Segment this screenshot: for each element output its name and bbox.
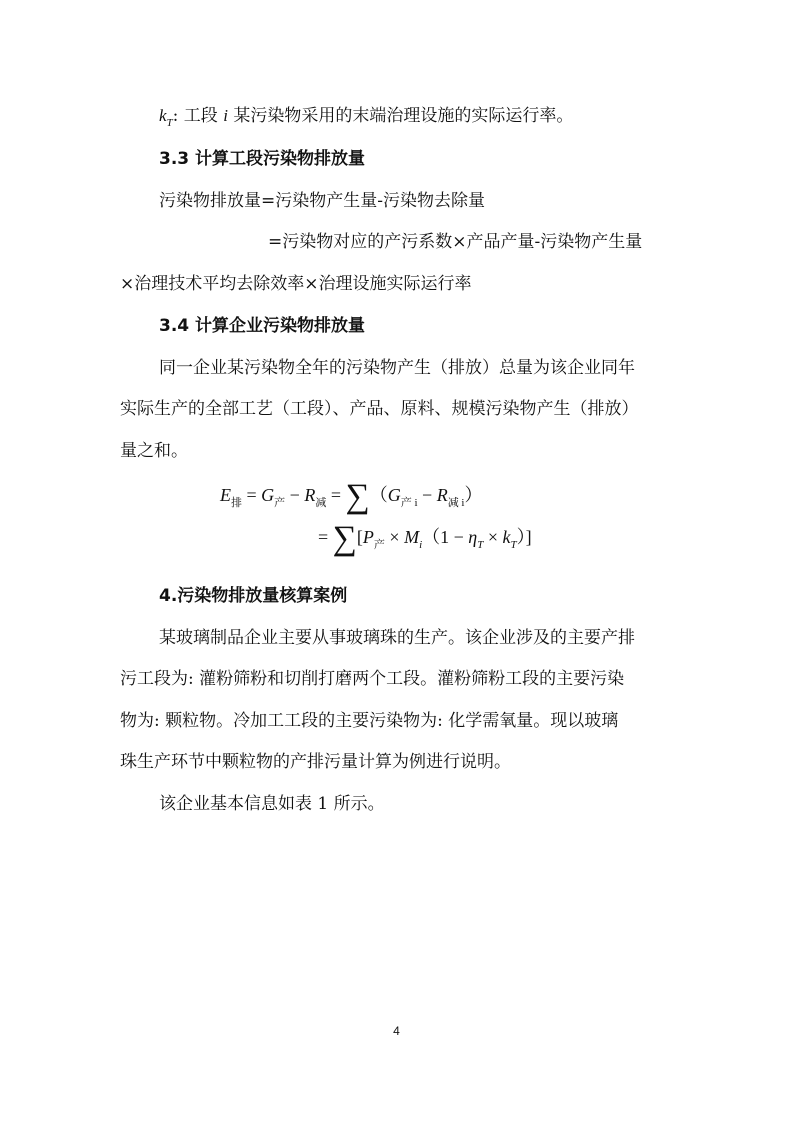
equation-1: $E_排 = G_产 - R_减 = \sum(G_{产 i} - R_{减 i})$ [220, 478, 483, 515]
paragraph-line: 同一企业某污染物全年的污染物产生（排放）总量为该企业同年 [159, 358, 635, 378]
heading-3-4: 3.4 计算企业污染物排放量 [159, 316, 366, 336]
kt-symbol: $k_T$ [159, 106, 173, 129]
formula-line-2: =污染物对应的产污系数×产品产量-污染物产生量 [268, 232, 643, 252]
case-paragraph-line: 珠生产环节中颗粒物的产排污量计算为例进行说明。 [120, 752, 511, 772]
case-paragraph-line: 物为: 颗粒物。冷加工工段的主要污染物为: 化学需氧量。现以玻璃 [120, 711, 619, 731]
formula-line-3: ×治理技术平均去除效率×治理设施实际运行率 [120, 274, 472, 294]
page-number: 4 [393, 1024, 400, 1038]
case-paragraph-line: 该企业基本信息如表 1 所示。 [159, 794, 385, 814]
kt-definition: $k_T$: 工段 i 某污染物采用的末端治理设施的实际运行率。 [159, 106, 574, 129]
case-paragraph-line: 某玻璃制品企业主要从事玻璃珠的生产。该企业涉及的主要产排 [159, 628, 635, 648]
sum-symbol: ∑ [332, 520, 357, 557]
formula-line-1: 污染物排放量=污染物产生量-污染物去除量 [159, 191, 485, 211]
case-paragraph-line: 污工段为: 灌粉筛粉和切削打磨两个工段。灌粉筛粉工段的主要污染 [120, 669, 625, 689]
paragraph-line: 实际生产的全部工艺（工段）、产品、原料、规模污染物产生（排放） [120, 399, 639, 419]
heading-4: 4.污染物排放量核算案例 [159, 586, 348, 606]
sum-symbol: ∑ [345, 478, 370, 515]
heading-3-3: 3.3 计算工段污染物排放量 [159, 149, 366, 169]
paragraph-line: 量之和。 [120, 441, 188, 461]
equation-2: = $\sum[P_产 \times M_i(1 - \eta_T \times k_T)]$ [318, 520, 532, 557]
